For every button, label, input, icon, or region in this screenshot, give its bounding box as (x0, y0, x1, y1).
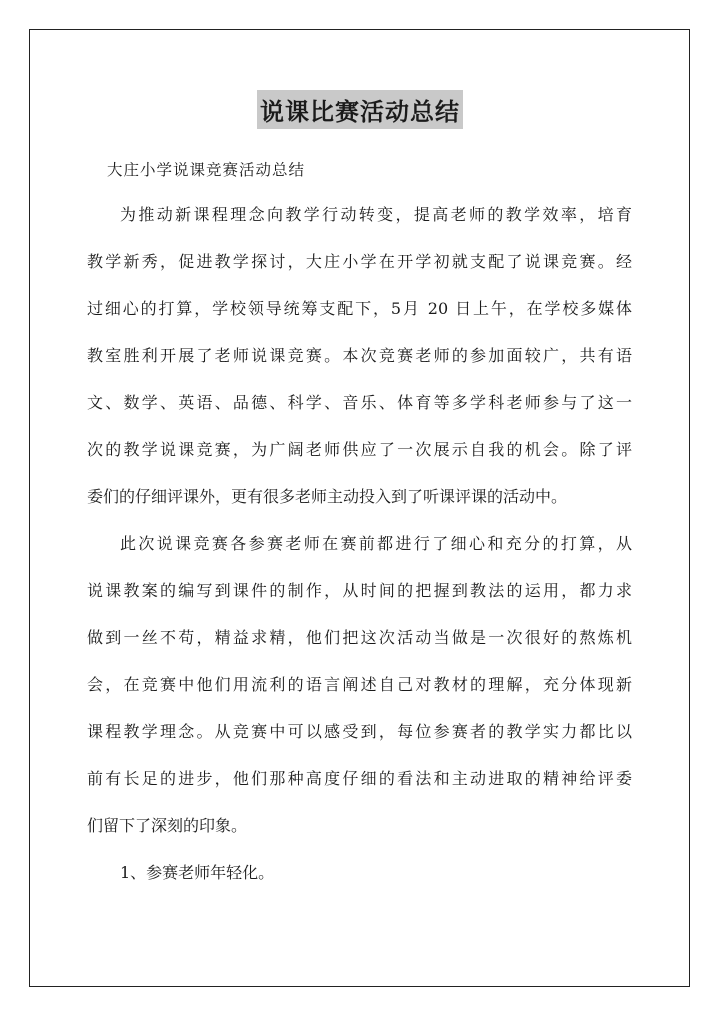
paragraph-line: 为推动新课程理念向教学行动转变，提高老师的教学效率，培育 (120, 205, 632, 224)
document-subtitle: 大庄小学说课竞赛活动总结 (107, 161, 306, 179)
paragraph-line: 教室胜利开展了老师说课竞赛。本次竞赛老师的参加面较广，共有语 (87, 346, 632, 365)
paragraph-line: 前有长足的进步，他们那种高度仔细的看法和主动进取的精神给评委 (87, 769, 632, 788)
paragraph-line: 们留下了深刻的印象。 (87, 816, 248, 835)
paragraph-line: 此次说课竞赛各参赛老师在赛前都进行了细心和充分的打算，从 (120, 534, 632, 553)
paragraph-line: 次的教学说课竞赛，为广阔老师供应了一次展示自我的机会。除了评 (87, 440, 632, 459)
paragraph-line: 文、数学、英语、品德、科学、音乐、体育等多学科老师参与了这一 (87, 393, 632, 412)
paragraph-line: 会，在竞赛中他们用流利的语言阐述自己对教材的理解，充分体现新 (87, 675, 632, 694)
paragraph-line: 做到一丝不苟，精益求精，他们把这次活动当做是一次很好的熬炼机 (87, 628, 632, 647)
paragraph-line: 过细心的打算，学校领导统筹支配下，5月 20 日上午，在学校多媒体 (87, 299, 632, 318)
paragraph-line: 说课教案的编写到课件的制作，从时间的把握到教法的运用，都力求 (87, 581, 632, 600)
paragraph-line: 教学新秀，促进教学探讨，大庄小学在开学初就支配了说课竞赛。经 (87, 252, 632, 271)
paragraph-line: 委们的仔细评课外，更有很多老师主动投入到了听课评课的活动中。 (87, 487, 568, 506)
document-title: 说课比赛活动总结 (257, 90, 463, 129)
paragraph-line: 课程教学理念。从竞赛中可以感受到，每位参赛者的教学实力都比以 (87, 722, 632, 741)
list-item: 1、参赛老师年轻化。 (120, 863, 275, 882)
